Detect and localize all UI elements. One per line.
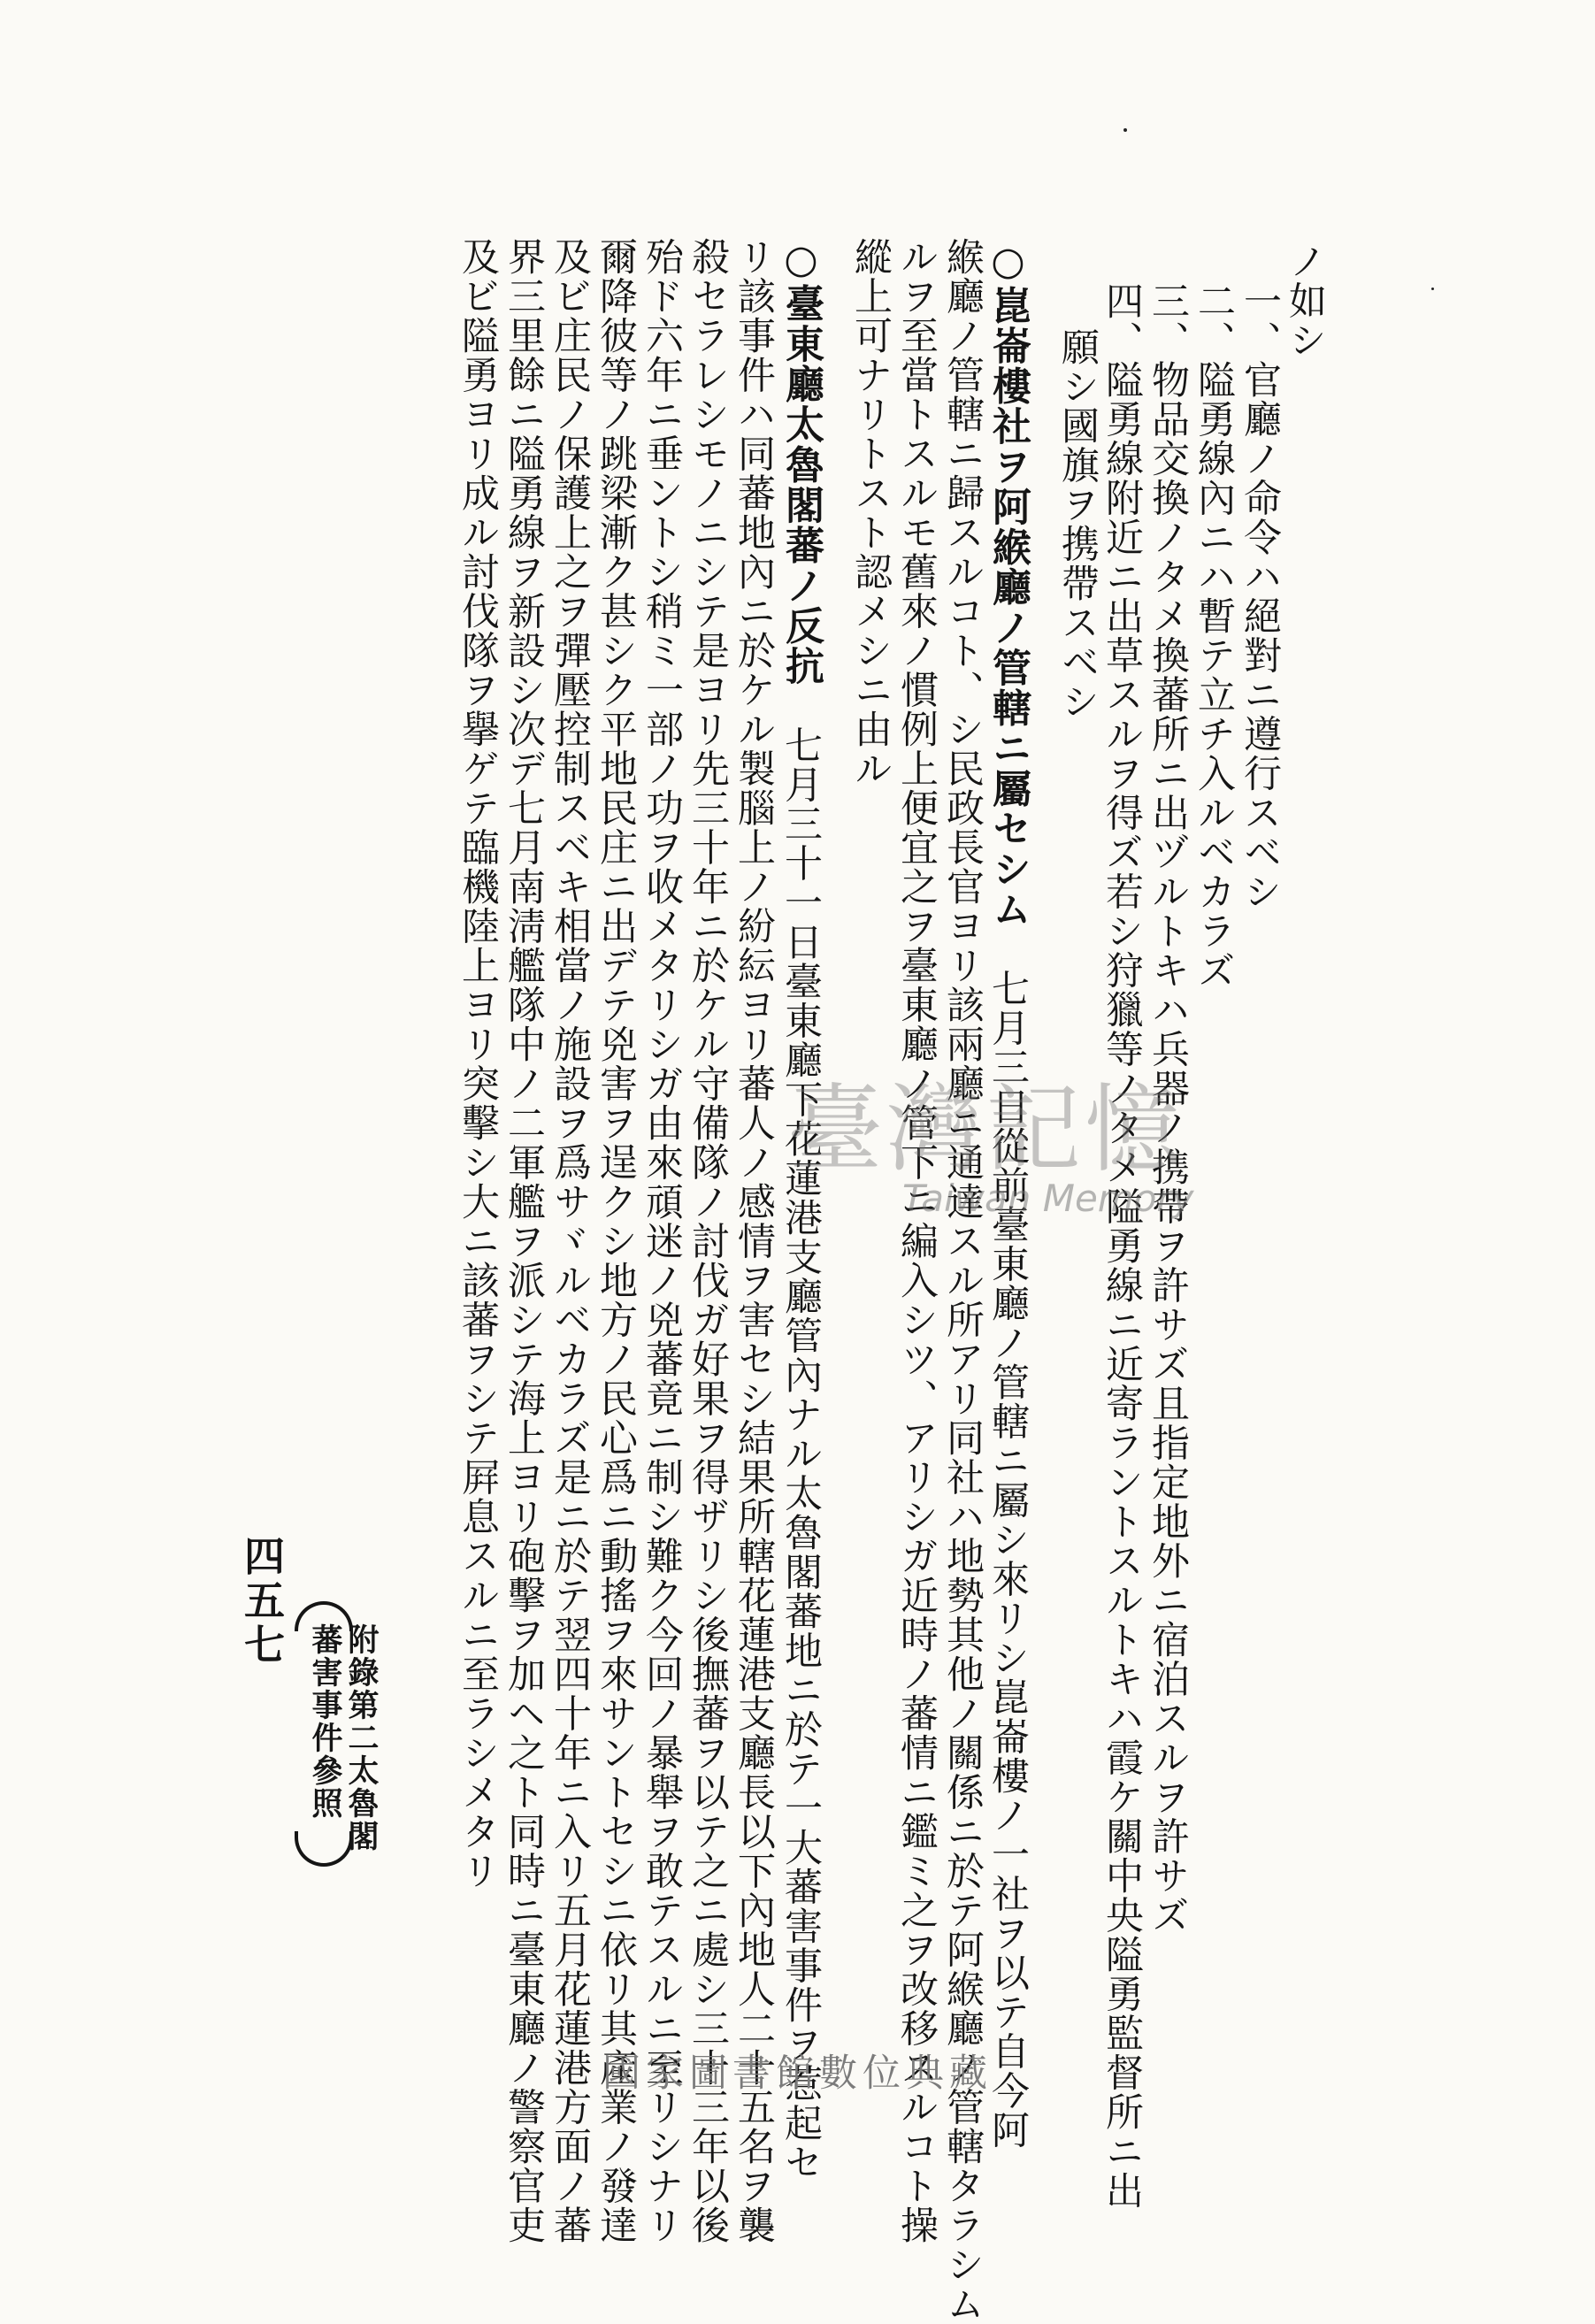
text-column-8: ルヲ至當トスルモ舊來ノ慣例上便宜之ヲ臺東廳ノ管下ニ編入シツ、アリシガ近時ノ蕃情ニ鑑ミ之ヲ改移スルコト操 bbox=[894, 237, 939, 2245]
scan-speck bbox=[1431, 288, 1434, 290]
heading-text: ○臺東廳太魯閣蕃ノ反抗 bbox=[778, 237, 824, 686]
text-column-4: 四、隘勇線附近ニ出草スルヲ得ズ若シ狩獵等ノタメ隘勇線ニ近寄ラントスルトキハ霞ケ關中央隘勇監督所ニ出 bbox=[1100, 281, 1144, 2211]
section-heading-taroko bbox=[778, 237, 824, 2182]
text-column-2: 二、隘勇線內ニハ暫テ立チ入ルベカラズ bbox=[1192, 281, 1236, 990]
text-column-17: 及ビ隘勇ヨリ成ル討伐隊ヲ擧ゲテ臨機陸上ヨリ突擊シ大ニ該蕃ヲシテ屛息スルニ至ラシメタリ bbox=[456, 237, 500, 1891]
text-column-13: 殆ド六年ニ垂ントシ稍ミ一部ノ功ヲ收メタリシガ由來頑迷ノ兇蕃竟ニ制シ難ク今回ノ暴舉ヲ敢テスルニ至リシナリ bbox=[640, 237, 684, 2245]
heading-text: ○崑崙樓社ヲ阿緱廳ノ管轄ニ屬セシム bbox=[985, 239, 1031, 930]
text-column-1: 一、官廳ノ命令ハ絕對ニ遵行スベシ bbox=[1238, 281, 1282, 911]
annotation-line-2: 蕃害事件參照 bbox=[307, 1623, 342, 1820]
text-column-12: 殺セラレシモノニシテ是ヨリ先三十年ニ於ケル守備隊ノ討伐ガ好果ヲ得ザリシ後撫蕃ヲ以テ之ニ處シ三十三年以後 bbox=[686, 237, 730, 2245]
text-column-0: ノ如シ bbox=[1283, 242, 1327, 360]
heading-body: 七月三十一日臺東廳下花蓮港支廳管內ナル太魯閣蕃地ニ於テ一大蕃害事件ヲ惹起セ bbox=[778, 686, 823, 2182]
watermark-logo: 臺灣記憶 bbox=[787, 1075, 1185, 1185]
text-column-3: 三、物品交換ノタメ換蕃所ニ出ヅルトキハ兵器ノ携帶ヲ許サズ且指定地外ニ宿泊スルヲ許サズ bbox=[1146, 281, 1190, 1935]
scan-speck bbox=[1123, 128, 1127, 132]
heading-body: 七月三日從前臺東廳ノ管轄ニ屬シ來リシ崑崙樓ノ一社ヲ以テ自今阿 bbox=[985, 929, 1030, 2150]
footer-archive-label: 國家圖書館數位典藏 bbox=[602, 2052, 993, 2096]
text-column-14: 爾降彼等ノ跳梁漸ク甚シク平地民庄ニ出デテ兇害ヲ逞クシ地方ノ民心爲ニ動搖ヲ來サントセシニ依リ其產業ノ發達 bbox=[594, 237, 638, 2245]
text-column-7: 緱廳ノ管轄ニ歸スルコト、シ民政長官ヨリ該兩廳ニ通達スル所アリ同社ハ地勢其他ノ關係ニ於テ阿緱廳ノ管轄タラシム bbox=[940, 237, 985, 2324]
page-number: 四五七 bbox=[238, 1535, 286, 1668]
annotation-paren-bottom bbox=[295, 1831, 353, 1867]
watermark-english: Taiwan Memory bbox=[902, 1177, 1194, 1220]
text-column-11: リ該事件ハ同蕃地內ニ於ケル製腦上ノ紛紜ヨリ蕃人ノ感情ヲ害セシ結果所轄花蓮港支廳長以下內地人二十五名ヲ襲 bbox=[732, 237, 776, 2245]
text-column-5: 願シ國旗ヲ携帶スベシ bbox=[1055, 327, 1100, 721]
text-column-15: 及ビ庄民ノ保護上之ヲ彈壓控制スベキ相當ノ施設ヲ爲サヾルベカラズ是ニ於テ翌四十年ニ入リ五月花蓮港方面ノ蕃 bbox=[548, 237, 592, 2245]
text-column-16: 界三里餘ニ隘勇線ヲ新設シ次デ七月南淸艦隊中ノ二軍艦ヲ派シテ海上ヨリ砲擊ヲ加ヘ之ト同時ニ臺東廳ノ警察官吏 bbox=[502, 237, 546, 2245]
text-column-9: 縱上可ナリトスト認メシニ由ル bbox=[848, 237, 893, 788]
annotation-line-1: 附錄第二太魯閣 bbox=[343, 1623, 379, 1852]
